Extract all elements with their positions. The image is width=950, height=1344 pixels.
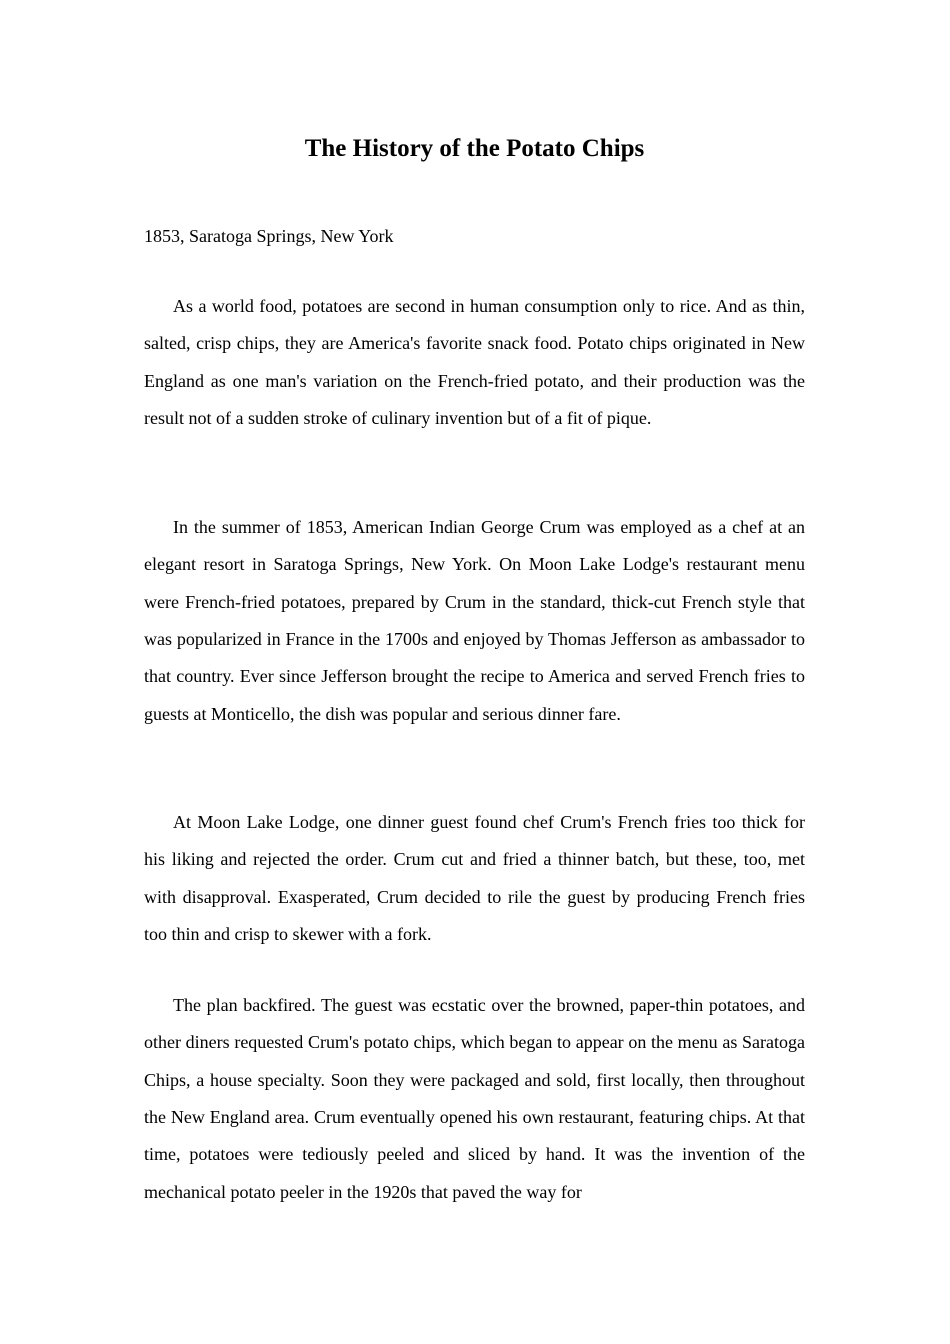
paragraph-4: The plan backfired. The guest was ecstatic over the browned, paper-thin potatoes, and other diners requested Crum's potato chips, which began to appear on the menu as Saratoga Chips, a house specialty. Soon they were packaged and sold, first locally, then throughout the New England area. Crum eventually opened his own restaurant, featuring chips. At that time, potatoes were tediously peeled and sliced by hand. It was the invention of the mechanical potato peeler in the 1920s that paved the way for (144, 995, 805, 1202)
paragraph-2: In the summer of 1853, American Indian George Crum was employed as a chef at an elegant resort in Saratoga Springs, New York. On Moon Lake Lodge's restaurant menu were French-fried potatoes, prepared by Crum in the standard, thick-cut French style that was popularized in France in the 1700s and enjoyed by Thomas Jefferson as ambassador to that country. Ever since Jefferson brought the recipe to America and served French fries to guests at Monticello, the dish was popular and serious dinner fare. (144, 517, 805, 724)
document-title: The History of the Potato Chips (304, 135, 645, 162)
paragraph-1: As a world food, potatoes are second in human consumption only to rice. And as thin, salted, crisp chips, they are America's favorite snack food. Potato chips originated in New England as one man's variation on the French-fried potato, and their production was the result not of a sudden stroke of culinary invention but of a fit of pique. (144, 296, 805, 428)
paragraph-3: At Moon Lake Lodge, one dinner guest found chef Crum's French fries too thick for his liking and rejected the order. Crum cut and fried a thinner batch, but these, too, met with disapproval. Exasperated, Crum decided to rile the guest by producing French fries too thin and crisp to skewer with a fork. (144, 812, 805, 944)
dateline: 1853, Saratoga Springs, New York (144, 226, 394, 246)
